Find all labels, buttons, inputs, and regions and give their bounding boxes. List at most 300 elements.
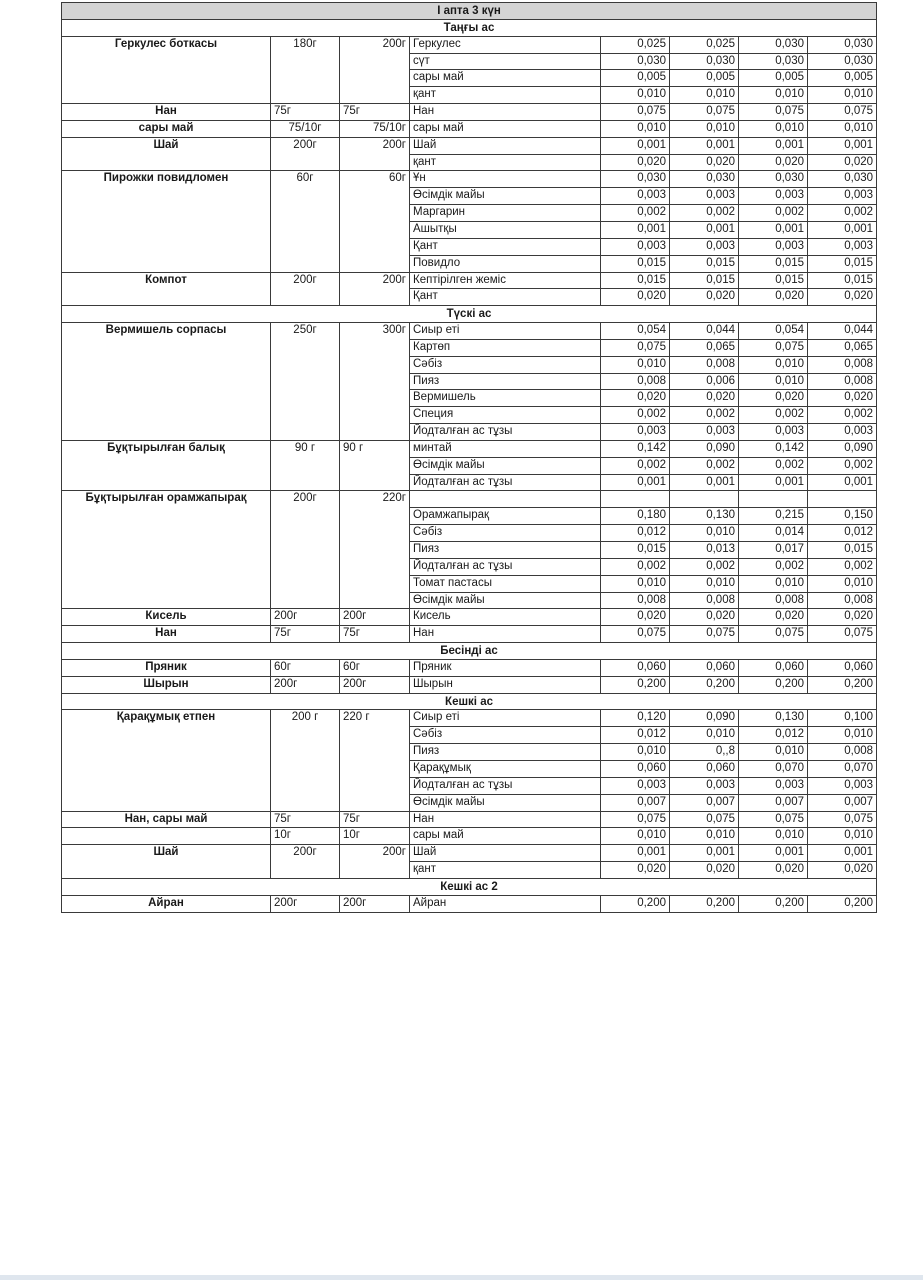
quantity-cell: 0,003 xyxy=(739,238,808,255)
portion-weight-1: 200г xyxy=(271,676,340,693)
quantity-cell: 0,060 xyxy=(670,659,739,676)
quantity-cell: 0,075 xyxy=(739,626,808,643)
quantity-cell: 0,075 xyxy=(601,339,670,356)
quantity-cell: 0,001 xyxy=(739,474,808,491)
quantity-cell: 0,015 xyxy=(601,255,670,272)
quantity-cell: 0,002 xyxy=(601,558,670,575)
portion-weight-2: 90 г xyxy=(340,440,410,491)
quantity-cell: 0,003 xyxy=(739,424,808,441)
quantity-cell: 0,020 xyxy=(739,289,808,306)
quantity-cell: 0,010 xyxy=(670,120,739,137)
dish-name: Нан xyxy=(62,626,271,643)
portion-weight-2: 220 г xyxy=(340,710,410,811)
ingredient-name: Йодталған ас тұзы xyxy=(410,777,601,794)
quantity-cell: 0,001 xyxy=(601,845,670,862)
quantity-cell: 0,015 xyxy=(739,255,808,272)
ingredient-name: Сиыр еті xyxy=(410,710,601,727)
quantity-cell: 0,010 xyxy=(808,120,877,137)
quantity-cell: 0,010 xyxy=(670,828,739,845)
quantity-cell: 0,002 xyxy=(670,558,739,575)
portion-weight-1: 60г xyxy=(271,171,340,272)
ingredient-name: Өсімдік майы xyxy=(410,188,601,205)
quantity-cell: 0,008 xyxy=(808,356,877,373)
quantity-cell: 0,010 xyxy=(670,87,739,104)
quantity-cell: 0,075 xyxy=(670,811,739,828)
quantity-cell: 0,120 xyxy=(601,710,670,727)
quantity-cell: 0,001 xyxy=(601,137,670,154)
ingredient-name: Сәбіз xyxy=(410,356,601,373)
quantity-cell: 0,020 xyxy=(601,154,670,171)
quantity-cell: 0,015 xyxy=(808,272,877,289)
portion-weight-1: 10г xyxy=(271,828,340,845)
table-row xyxy=(62,171,877,188)
quantity-cell: 0,020 xyxy=(670,154,739,171)
table-row xyxy=(62,323,877,340)
table-row xyxy=(62,491,877,508)
quantity-cell: 0,002 xyxy=(670,205,739,222)
quantity-cell: 0,002 xyxy=(808,558,877,575)
portion-weight-2: 200г xyxy=(340,845,410,879)
quantity-cell: 0,003 xyxy=(601,188,670,205)
ingredient-name: Қант xyxy=(410,238,601,255)
ingredient-name: Томат пастасы xyxy=(410,575,601,592)
quantity-cell: 0,010 xyxy=(670,575,739,592)
quantity-cell: 0,010 xyxy=(808,828,877,845)
quantity-cell: 0,012 xyxy=(601,525,670,542)
quantity-cell: 0,015 xyxy=(808,542,877,559)
quantity-cell: 0,005 xyxy=(739,70,808,87)
quantity-cell: 0,002 xyxy=(601,457,670,474)
quantity-cell: 0,003 xyxy=(601,424,670,441)
quantity-cell: 0,001 xyxy=(808,474,877,491)
ingredient-name: Специя xyxy=(410,407,601,424)
quantity-cell: 0,030 xyxy=(739,171,808,188)
ingredient-name: Кептірілген жеміс xyxy=(410,272,601,289)
quantity-cell: 0,010 xyxy=(601,87,670,104)
ingredient-name: Қант xyxy=(410,289,601,306)
portion-weight-2: 200г xyxy=(340,895,410,912)
quantity-cell: 0,075 xyxy=(808,626,877,643)
quantity-cell: 0,008 xyxy=(670,592,739,609)
quantity-cell xyxy=(739,491,808,508)
title-row xyxy=(62,3,877,20)
quantity-cell: 0,002 xyxy=(808,205,877,222)
quantity-cell: 0,090 xyxy=(670,440,739,457)
dish-name: Кисель xyxy=(62,609,271,626)
dish-name: Бұқтырылған орамжапырақ xyxy=(62,491,271,609)
portion-weight-1: 250г xyxy=(271,323,340,441)
quantity-cell: 0,002 xyxy=(670,407,739,424)
quantity-cell: 0,007 xyxy=(601,794,670,811)
quantity-cell: 0,010 xyxy=(808,727,877,744)
ingredient-name: сары май xyxy=(410,828,601,845)
portion-weight-2: 75г xyxy=(340,104,410,121)
quantity-cell: 0,015 xyxy=(739,272,808,289)
table-row xyxy=(62,676,877,693)
quantity-cell: 0,010 xyxy=(601,575,670,592)
table-row xyxy=(62,36,877,53)
dish-name: Шай xyxy=(62,845,271,879)
quantity-cell: 0,007 xyxy=(670,794,739,811)
quantity-cell: 0,075 xyxy=(808,811,877,828)
quantity-cell: 0,065 xyxy=(808,339,877,356)
ingredient-name: қант xyxy=(410,87,601,104)
quantity-cell: 0,020 xyxy=(739,154,808,171)
portion-weight-1: 200г xyxy=(271,609,340,626)
quantity-cell: 0,010 xyxy=(601,120,670,137)
quantity-cell: 0,142 xyxy=(739,440,808,457)
section-header-row xyxy=(62,19,877,36)
quantity-cell: 0,025 xyxy=(601,36,670,53)
portion-weight-2: 200г xyxy=(340,609,410,626)
portion-weight-2: 60г xyxy=(340,659,410,676)
quantity-cell: 0,030 xyxy=(808,171,877,188)
quantity-cell: 0,020 xyxy=(808,862,877,879)
page-title: I апта 3 күн xyxy=(62,3,877,20)
quantity-cell: 0,030 xyxy=(601,171,670,188)
section-title: Бесінді ас xyxy=(62,643,877,660)
ingredient-name: Ұн xyxy=(410,171,601,188)
ingredient-name: Кисель xyxy=(410,609,601,626)
portion-weight-2: 300г xyxy=(340,323,410,441)
section-header-row xyxy=(62,878,877,895)
quantity-cell: 0,090 xyxy=(808,440,877,457)
ingredient-name: Нан xyxy=(410,104,601,121)
quantity-cell: 0,020 xyxy=(670,862,739,879)
quantity-cell: 0,,8 xyxy=(670,744,739,761)
ingredient-name: Шай xyxy=(410,137,601,154)
ingredient-name: Нан xyxy=(410,811,601,828)
quantity-cell: 0,100 xyxy=(808,710,877,727)
ingredient-name: Нан xyxy=(410,626,601,643)
quantity-cell: 0,001 xyxy=(670,221,739,238)
quantity-cell: 0,010 xyxy=(739,356,808,373)
quantity-cell: 0,003 xyxy=(739,188,808,205)
ingredient-name: қант xyxy=(410,154,601,171)
portion-weight-1: 200 г xyxy=(271,710,340,811)
section-title: Таңғы ас xyxy=(62,19,877,36)
dish-name: Пирожки повидломен xyxy=(62,171,271,272)
menu-table xyxy=(61,2,877,913)
quantity-cell: 0,002 xyxy=(601,407,670,424)
ingredient-name: сары май xyxy=(410,70,601,87)
quantity-cell: 0,010 xyxy=(601,828,670,845)
dish-name: Бұқтырылған балық xyxy=(62,440,271,491)
quantity-cell: 0,002 xyxy=(670,457,739,474)
dish-name: сары май xyxy=(62,120,271,137)
ingredient-name: қант xyxy=(410,862,601,879)
ingredient-name: Пияз xyxy=(410,744,601,761)
quantity-cell: 0,030 xyxy=(739,36,808,53)
ingredient-name: Повидло xyxy=(410,255,601,272)
portion-weight-1: 200г xyxy=(271,137,340,171)
ingredient-name: минтай xyxy=(410,440,601,457)
portion-weight-2: 200г xyxy=(340,36,410,103)
quantity-cell: 0,002 xyxy=(739,457,808,474)
table-row xyxy=(62,120,877,137)
quantity-cell: 0,060 xyxy=(601,659,670,676)
ingredient-name: Шырын xyxy=(410,676,601,693)
quantity-cell: 0,012 xyxy=(601,727,670,744)
quantity-cell: 0,010 xyxy=(808,575,877,592)
quantity-cell: 0,003 xyxy=(670,424,739,441)
table-row xyxy=(62,609,877,626)
quantity-cell: 0,030 xyxy=(601,53,670,70)
quantity-cell: 0,003 xyxy=(808,777,877,794)
quantity-cell: 0,010 xyxy=(739,828,808,845)
quantity-cell: 0,020 xyxy=(601,390,670,407)
quantity-cell: 0,008 xyxy=(739,592,808,609)
quantity-cell: 0,200 xyxy=(601,676,670,693)
dish-name: Қарақұмық етпен xyxy=(62,710,271,811)
dish-name: Нан, сары май xyxy=(62,811,271,828)
quantity-cell: 0,054 xyxy=(739,323,808,340)
ingredient-name: сүт xyxy=(410,53,601,70)
quantity-cell: 0,001 xyxy=(601,474,670,491)
ingredient-name: Өсімдік майы xyxy=(410,592,601,609)
table-row xyxy=(62,137,877,154)
ingredient-name: Қарақұмық xyxy=(410,760,601,777)
portion-weight-2: 60г xyxy=(340,171,410,272)
ingredient-name: Йодталған ас тұзы xyxy=(410,558,601,575)
quantity-cell xyxy=(808,491,877,508)
quantity-cell: 0,014 xyxy=(739,525,808,542)
quantity-cell: 0,001 xyxy=(670,845,739,862)
table-row xyxy=(62,710,877,727)
quantity-cell: 0,005 xyxy=(808,70,877,87)
quantity-cell: 0,130 xyxy=(670,508,739,525)
portion-weight-2: 10г xyxy=(340,828,410,845)
ingredient-name: Йодталған ас тұзы xyxy=(410,424,601,441)
quantity-cell: 0,003 xyxy=(808,238,877,255)
quantity-cell: 0,025 xyxy=(670,36,739,53)
portion-weight-2: 75/10г xyxy=(340,120,410,137)
ingredient-name: сары май xyxy=(410,120,601,137)
ingredient-name: Геркулес xyxy=(410,36,601,53)
ingredient-name: Вермишель xyxy=(410,390,601,407)
quantity-cell: 0,030 xyxy=(739,53,808,70)
quantity-cell: 0,070 xyxy=(808,760,877,777)
quantity-cell: 0,002 xyxy=(739,558,808,575)
section-title: Түскі ас xyxy=(62,306,877,323)
quantity-cell: 0,007 xyxy=(808,794,877,811)
quantity-cell: 0,075 xyxy=(739,811,808,828)
portion-weight-1: 200г xyxy=(271,272,340,306)
ingredient-name: Йодталған ас тұзы xyxy=(410,474,601,491)
quantity-cell xyxy=(601,491,670,508)
table-row xyxy=(62,626,877,643)
quantity-cell: 0,200 xyxy=(670,676,739,693)
quantity-cell: 0,030 xyxy=(670,53,739,70)
portion-weight-2: 200г xyxy=(340,137,410,171)
dish-name: Геркулес боткасы xyxy=(62,36,271,103)
portion-weight-1: 75/10г xyxy=(271,120,340,137)
quantity-cell: 0,001 xyxy=(739,845,808,862)
quantity-cell: 0,003 xyxy=(670,238,739,255)
ingredient-name: Ашытқы xyxy=(410,221,601,238)
quantity-cell: 0,003 xyxy=(670,188,739,205)
ingredient-name: Пияз xyxy=(410,542,601,559)
table-row xyxy=(62,811,877,828)
quantity-cell: 0,020 xyxy=(808,609,877,626)
quantity-cell: 0,001 xyxy=(670,474,739,491)
quantity-cell: 0,001 xyxy=(601,221,670,238)
quantity-cell: 0,015 xyxy=(670,255,739,272)
section-header-row xyxy=(62,306,877,323)
quantity-cell: 0,005 xyxy=(601,70,670,87)
quantity-cell: 0,020 xyxy=(739,862,808,879)
portion-weight-1: 75г xyxy=(271,626,340,643)
quantity-cell: 0,200 xyxy=(670,895,739,912)
quantity-cell: 0,070 xyxy=(739,760,808,777)
portion-weight-2: 75г xyxy=(340,811,410,828)
quantity-cell: 0,020 xyxy=(670,289,739,306)
quantity-cell: 0,010 xyxy=(739,744,808,761)
quantity-cell: 0,030 xyxy=(808,36,877,53)
portion-weight-1: 200г xyxy=(271,491,340,609)
ingredient-name: Маргарин xyxy=(410,205,601,222)
quantity-cell: 0,090 xyxy=(670,710,739,727)
table-row xyxy=(62,659,877,676)
quantity-cell: 0,001 xyxy=(739,221,808,238)
quantity-cell: 0,008 xyxy=(808,592,877,609)
quantity-cell: 0,030 xyxy=(808,53,877,70)
quantity-cell: 0,003 xyxy=(670,777,739,794)
section-title: Кешкі ас xyxy=(62,693,877,710)
quantity-cell: 0,060 xyxy=(808,659,877,676)
table-row xyxy=(62,440,877,457)
quantity-cell: 0,075 xyxy=(601,626,670,643)
quantity-cell: 0,017 xyxy=(739,542,808,559)
quantity-cell: 0,010 xyxy=(808,87,877,104)
quantity-cell: 0,015 xyxy=(601,272,670,289)
quantity-cell: 0,002 xyxy=(808,457,877,474)
quantity-cell: 0,020 xyxy=(739,390,808,407)
quantity-cell: 0,020 xyxy=(670,390,739,407)
portion-weight-1: 75г xyxy=(271,104,340,121)
table-row xyxy=(62,272,877,289)
quantity-cell: 0,200 xyxy=(601,895,670,912)
quantity-cell: 0,008 xyxy=(601,592,670,609)
quantity-cell: 0,020 xyxy=(808,289,877,306)
quantity-cell: 0,200 xyxy=(739,895,808,912)
ingredient-name: Өсімдік майы xyxy=(410,794,601,811)
dish-name xyxy=(62,828,271,845)
portion-weight-1: 180г xyxy=(271,36,340,103)
quantity-cell: 0,010 xyxy=(670,525,739,542)
dish-name: Шай xyxy=(62,137,271,171)
dish-name: Нан xyxy=(62,104,271,121)
quantity-cell: 0,002 xyxy=(739,407,808,424)
dish-name: Айран xyxy=(62,895,271,912)
table-row xyxy=(62,845,877,862)
quantity-cell: 0,020 xyxy=(601,289,670,306)
ingredient-name: Картөп xyxy=(410,339,601,356)
quantity-cell: 0,001 xyxy=(670,137,739,154)
quantity-cell: 0,020 xyxy=(808,390,877,407)
dish-name: Компот xyxy=(62,272,271,306)
quantity-cell: 0,003 xyxy=(808,188,877,205)
portion-weight-2: 200г xyxy=(340,676,410,693)
quantity-cell: 0,200 xyxy=(808,895,877,912)
quantity-cell: 0,060 xyxy=(601,760,670,777)
quantity-cell: 0,015 xyxy=(601,542,670,559)
page-bottom-edge xyxy=(0,1275,923,1280)
quantity-cell: 0,020 xyxy=(808,154,877,171)
quantity-cell: 0,001 xyxy=(808,845,877,862)
quantity-cell: 0,010 xyxy=(601,356,670,373)
dish-name: Шырын xyxy=(62,676,271,693)
quantity-cell: 0,020 xyxy=(601,609,670,626)
quantity-cell: 0,008 xyxy=(670,356,739,373)
ingredient-name: Шай xyxy=(410,845,601,862)
quantity-cell: 0,010 xyxy=(601,744,670,761)
quantity-cell: 0,020 xyxy=(601,862,670,879)
quantity-cell: 0,013 xyxy=(670,542,739,559)
quantity-cell: 0,075 xyxy=(601,104,670,121)
ingredient-name: Өсімдік майы xyxy=(410,457,601,474)
quantity-cell: 0,008 xyxy=(808,744,877,761)
portion-weight-1: 200г xyxy=(271,895,340,912)
dish-name: Пряник xyxy=(62,659,271,676)
quantity-cell: 0,015 xyxy=(670,272,739,289)
quantity-cell: 0,010 xyxy=(739,575,808,592)
quantity-cell: 0,002 xyxy=(739,205,808,222)
quantity-cell: 0,006 xyxy=(670,373,739,390)
quantity-cell: 0,054 xyxy=(601,323,670,340)
quantity-cell: 0,075 xyxy=(670,104,739,121)
ingredient-name: Сәбіз xyxy=(410,525,601,542)
quantity-cell: 0,010 xyxy=(739,87,808,104)
quantity-cell: 0,075 xyxy=(670,626,739,643)
quantity-cell: 0,001 xyxy=(739,137,808,154)
quantity-cell: 0,008 xyxy=(601,373,670,390)
section-title: Кешкі ас 2 xyxy=(62,878,877,895)
quantity-cell: 0,180 xyxy=(601,508,670,525)
quantity-cell: 0,012 xyxy=(739,727,808,744)
quantity-cell: 0,215 xyxy=(739,508,808,525)
quantity-cell: 0,075 xyxy=(808,104,877,121)
ingredient-name: Сәбіз xyxy=(410,727,601,744)
ingredient-name: Сиыр еті xyxy=(410,323,601,340)
portion-weight-1: 75г xyxy=(271,811,340,828)
ingredient-name: Пряник xyxy=(410,659,601,676)
quantity-cell: 0,002 xyxy=(601,205,670,222)
ingredient-name xyxy=(410,491,601,508)
dish-name: Вермишель сорпасы xyxy=(62,323,271,441)
quantity-cell: 0,044 xyxy=(670,323,739,340)
quantity-cell: 0,030 xyxy=(670,171,739,188)
quantity-cell: 0,003 xyxy=(739,777,808,794)
quantity-cell: 0,142 xyxy=(601,440,670,457)
table-row xyxy=(62,828,877,845)
portion-weight-1: 200г xyxy=(271,845,340,879)
quantity-cell: 0,002 xyxy=(808,407,877,424)
quantity-cell: 0,130 xyxy=(739,710,808,727)
quantity-cell: 0,005 xyxy=(670,70,739,87)
quantity-cell xyxy=(670,491,739,508)
quantity-cell: 0,003 xyxy=(601,238,670,255)
quantity-cell: 0,001 xyxy=(808,137,877,154)
quantity-cell: 0,003 xyxy=(808,424,877,441)
quantity-cell: 0,015 xyxy=(808,255,877,272)
portion-weight-1: 60г xyxy=(271,659,340,676)
ingredient-name: Орамжапырақ xyxy=(410,508,601,525)
portion-weight-1: 90 г xyxy=(271,440,340,491)
quantity-cell: 0,044 xyxy=(808,323,877,340)
quantity-cell: 0,010 xyxy=(670,727,739,744)
quantity-cell: 0,020 xyxy=(739,609,808,626)
